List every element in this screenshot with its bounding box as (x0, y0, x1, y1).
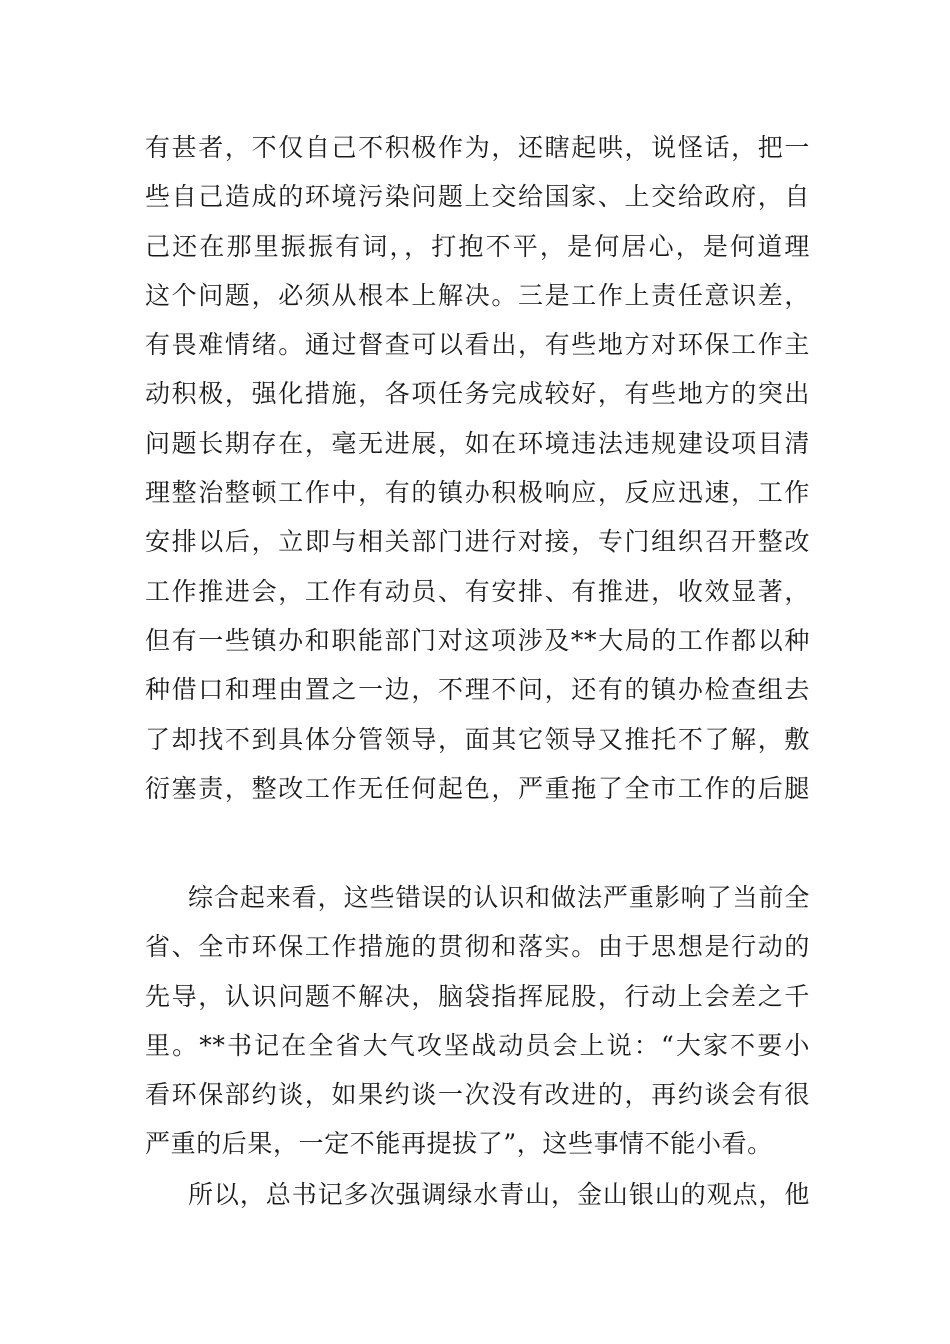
text-line: 严重的后果，一定不能再提拔了”，这些事情不能小看。 (145, 1129, 773, 1159)
text-line: 安排以后，立即与相关部门进行对接，专门组织召开整改 (145, 527, 810, 557)
paragraph-3 (145, 1170, 810, 1219)
text-line: 己还在那里振振有词，，打抱不平，是何居心，是何道理 (145, 231, 810, 261)
text-line: 所以，总书记多次强调绿水青山，金山银山的观点，他 (188, 1180, 810, 1209)
text-line: 工作推进会，工作有动员、有安排、有推进，收效显著， (145, 576, 810, 606)
text-line: 了却找不到具体分管领导，面其它领导又推托不了解，敷 (145, 724, 810, 754)
text-line: 有畏难情绪。通过督查可以看出，有些地方对环保工作主 (145, 330, 810, 360)
text-line: 综合起来看，这些错误的认识和做法严重影响了当前全 (188, 883, 810, 912)
text-line: 里。**书记在全省大气攻坚战动员会上说：“大家不要小 (145, 1030, 810, 1060)
paragraph-2 (145, 873, 810, 1169)
text-line: 看环保部约谈，如果约谈一次没有改进的，再约谈会有很 (145, 1080, 810, 1110)
text-line: 理整治整顿工作中，有的镇办积极响应，反应迅速，工作 (145, 478, 810, 508)
text-line: 衍塞责，整改工作无任何起色，严重拖了全市工作的后腿 (145, 773, 810, 803)
text-line: 有甚者，不仅自己不积极作为，还瞎起哄，说怪话，把一 (145, 133, 810, 162)
text-line: 这个问题，必须从根本上解决。三是工作上责任意识差， (145, 280, 810, 310)
text-line: 先导，认识问题不解决，脑袋指挥屁股，行动上会差之千 (145, 981, 810, 1011)
text-line: 问题长期存在，毫无进展，如在环境违法违规建设项目清 (145, 428, 810, 458)
text-line: 些自己造成的环境污染问题上交给国家、上交给政府，自 (145, 182, 810, 212)
paragraph-1 (145, 123, 810, 813)
text-line: 但有一些镇办和职能部门对这项涉及**大局的工作都以种 (145, 625, 810, 655)
text-line: 省、全市环保工作措施的贯彻和落实。由于思想是行动的 (145, 932, 810, 962)
text-line: 种借口和理由置之一边，不理不问，还有的镇办检查组去 (145, 675, 810, 705)
text-line: 动积极，强化措施，各项任务完成较好，有些地方的突出 (145, 379, 810, 409)
